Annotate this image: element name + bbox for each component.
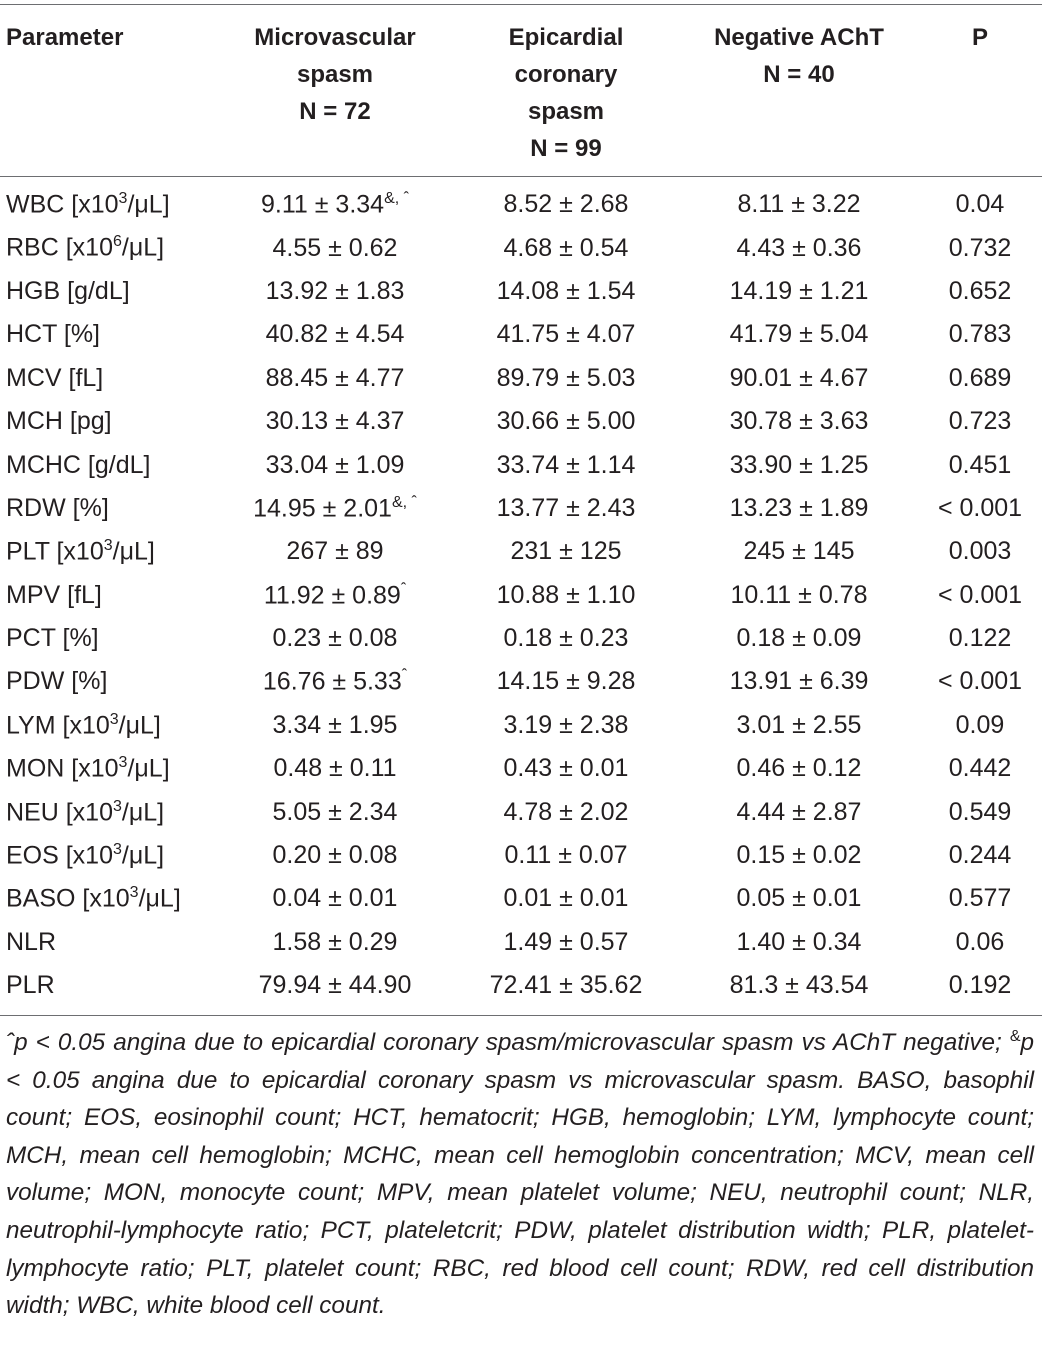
parameter-unit: /μL] (121, 841, 165, 870)
p-value-cell: 0.549 (948, 797, 1012, 826)
microvascular-cell (218, 921, 452, 964)
microvascular-cell (218, 704, 452, 747)
p-value-cell: 0.09 (955, 710, 1005, 739)
table-row (0, 357, 1042, 400)
parameter-name: MCH [pg] (6, 407, 112, 436)
negative-acht-cell: 0.18 ± 0.09 (736, 624, 862, 653)
table-body (0, 177, 1042, 1016)
microvascular-cell (218, 877, 452, 920)
header-epicardial (452, 5, 680, 177)
parameter-name: NLR (6, 927, 57, 956)
microvascular-value: 0.23 ± 0.08 (272, 624, 398, 653)
microvascular-value: 16.76 ± 5.33 (262, 667, 402, 696)
parameter-exponent: 3 (112, 797, 122, 815)
table-row (0, 313, 1042, 356)
parameter-cell (0, 921, 218, 964)
negative-acht-cell: 1.40 ± 0.34 (736, 927, 862, 956)
parameter-name: NEU [x10 (6, 797, 113, 826)
epicardial-cell: 0.11 ± 0.07 (504, 841, 628, 870)
negative-acht-cell: 3.01 ± 2.55 (736, 710, 862, 739)
header-line: N = 72 (299, 98, 371, 125)
negative-acht-cell: 245 ± 145 (743, 537, 855, 566)
parameter-name: PLR (6, 971, 55, 1000)
table-row (0, 270, 1042, 313)
significance-mark: ˆ (401, 667, 408, 685)
negative-acht-cell: 0.46 ± 0.12 (736, 754, 862, 783)
footnote-text-2: p < 0.05 angina due to epicardial coronary spasm vs microvascular spasm. BASO, basophil count; EOS, eosinophil count; HCT, hematocrit; HGB, hemoglobin; LYM, lymphocyte count; MCH, mean cell hemoglobin; MCHC, mean cell hemoglobin concentration; MCV, mean cell volume; MON, monocyte count; MPV, mean platelet volume; NEU, neutrophil count; NLR, neutrophil-lymphocyte ratio; PCT, plateletcrit; PDW, platelet distribution width; PLR, platelet-lymphocyte ratio; PLT, platelet count; RBC, red blood cell count; RDW, red cell distribution width; WBC, white blood cell count. (6, 1029, 1034, 1320)
p-value-cell: 0.689 (948, 363, 1012, 392)
epicardial-cell: 10.88 ± 1.10 (496, 580, 636, 609)
p-value-cell: 0.003 (948, 537, 1012, 566)
p-value-cell: < 0.001 (937, 493, 1023, 522)
parameter-cell (0, 834, 218, 877)
table-row (0, 704, 1042, 747)
table-row (0, 530, 1042, 573)
table-row (0, 660, 1042, 703)
parameter-name: MPV [fL] (6, 580, 102, 609)
significance-mark: &, ˆ (384, 190, 409, 208)
negative-acht-cell: 14.19 ± 1.21 (729, 276, 869, 305)
parameter-cell (0, 747, 218, 790)
p-value-cell: 0.451 (948, 450, 1012, 479)
microvascular-cell (218, 834, 452, 877)
parameter-name: RDW [%] (6, 493, 109, 522)
header-parameter (0, 5, 218, 177)
header-line: Parameter (6, 24, 124, 51)
epicardial-cell: 14.15 ± 9.28 (496, 667, 636, 696)
footnote-ampersand-mark: & (1009, 1028, 1021, 1045)
footnote-text-1: p < 0.05 angina due to epicardial coronary spasm/microvascular spasm vs AChT negative; (14, 1029, 1010, 1057)
microvascular-value: 0.20 ± 0.08 (272, 841, 398, 870)
table-row (0, 177, 1042, 227)
epicardial-cell: 33.74 ± 1.14 (496, 450, 636, 479)
p-value-cell: 0.04 (955, 190, 1005, 219)
negative-acht-cell: 90.01 ± 4.67 (729, 363, 869, 392)
negative-acht-cell: 4.43 ± 0.36 (736, 233, 862, 262)
parameter-exponent: 3 (113, 840, 122, 858)
parameter-cell (0, 226, 218, 269)
microvascular-cell (218, 270, 452, 313)
parameter-exponent: 3 (118, 754, 128, 772)
microvascular-cell (218, 574, 452, 617)
parameter-cell (0, 400, 218, 443)
header-row (0, 5, 1042, 177)
parameter-exponent: 3 (103, 537, 113, 555)
negative-acht-cell: 10.11 ± 0.78 (730, 580, 868, 609)
parameter-name: PDW [%] (6, 667, 108, 696)
epicardial-cell: 4.78 ± 2.02 (503, 797, 629, 826)
p-value-cell: 0.192 (948, 971, 1012, 1000)
footnote-caret-mark: ˆ (6, 1029, 15, 1057)
microvascular-value: 1.58 ± 0.29 (272, 927, 398, 956)
table-row (0, 400, 1042, 443)
parameter-name: WBC [x10 (6, 190, 119, 219)
negative-acht-cell: 0.15 ± 0.02 (736, 841, 862, 870)
microvascular-value: 3.34 ± 1.95 (272, 710, 398, 739)
parameter-name: PLT [x10 (6, 537, 104, 566)
microvascular-cell (218, 443, 452, 486)
parameter-cell (0, 270, 218, 313)
parameter-exponent: 6 (112, 233, 122, 251)
microvascular-cell (218, 313, 452, 356)
parameter-name: BASO [x10 (6, 884, 130, 913)
p-value-cell: 0.244 (948, 841, 1012, 870)
header-line: P (971, 24, 988, 51)
parameter-exponent: 3 (129, 884, 139, 902)
parameter-cell (0, 574, 218, 617)
microvascular-value: 13.92 ± 1.83 (265, 276, 405, 305)
microvascular-value: 79.94 ± 44.90 (258, 971, 412, 1000)
parameter-name: HGB [g/dL] (6, 276, 130, 305)
microvascular-value: 267 ± 89 (286, 537, 384, 566)
header-line: spasm (527, 98, 605, 125)
parameter-cell (0, 704, 218, 747)
parameter-cell (0, 530, 218, 573)
epicardial-cell: 89.79 ± 5.03 (496, 363, 636, 392)
epicardial-cell: 30.66 ± 5.00 (496, 407, 636, 436)
parameter-cell (0, 313, 218, 356)
p-value-cell: 0.577 (948, 884, 1012, 913)
microvascular-value: 14.95 ± 2.01 (253, 494, 392, 523)
table-row (0, 921, 1042, 964)
microvascular-value: 30.13 ± 4.37 (265, 407, 405, 436)
microvascular-value: 5.05 ± 2.34 (272, 797, 398, 826)
parameter-unit: /μL] (121, 797, 165, 826)
microvascular-cell (218, 177, 452, 227)
microvascular-cell (218, 660, 452, 703)
microvascular-value: 0.04 ± 0.01 (272, 884, 398, 913)
parameter-name: MCV [fL] (6, 363, 104, 392)
epicardial-cell: 72.41 ± 35.62 (489, 971, 643, 1000)
microvascular-value: 0.48 ± 0.11 (273, 754, 397, 783)
p-value-cell: 0.06 (955, 927, 1005, 956)
microvascular-value: 9.11 ± 3.34 (261, 190, 385, 219)
parameter-unit: /μL] (127, 754, 170, 783)
parameter-cell (0, 443, 218, 486)
table-row (0, 747, 1042, 790)
table-row (0, 574, 1042, 617)
parameter-cell (0, 357, 218, 400)
parameter-exponent: 3 (109, 710, 119, 728)
header-line: N = 40 (763, 61, 835, 88)
table-row (0, 877, 1042, 920)
epicardial-cell: 13.77 ± 2.43 (496, 493, 636, 522)
epicardial-cell: 0.43 ± 0.01 (503, 754, 629, 783)
epicardial-cell: 41.75 ± 4.07 (496, 320, 636, 349)
negative-acht-cell: 30.78 ± 3.63 (729, 407, 869, 436)
header-line: coronary (514, 61, 618, 88)
p-value-cell: 0.442 (948, 754, 1012, 783)
parameter-name: MCHC [g/dL] (6, 450, 151, 479)
epicardial-cell: 0.18 ± 0.23 (503, 624, 629, 653)
header-line: Microvascular (254, 24, 416, 51)
negative-acht-cell: 33.90 ± 1.25 (729, 450, 869, 479)
header-line: Negative AChT (714, 24, 884, 51)
table-row (0, 443, 1042, 486)
negative-acht-cell: 41.79 ± 5.04 (729, 320, 869, 349)
epicardial-cell: 1.49 ± 0.57 (503, 927, 629, 956)
parameter-name: HCT [%] (6, 320, 100, 349)
microvascular-value: 88.45 ± 4.77 (265, 363, 405, 392)
negative-acht-cell: 81.3 ± 43.54 (729, 971, 869, 1000)
microvascular-value: 40.82 ± 4.54 (265, 320, 405, 349)
microvascular-cell (218, 617, 452, 660)
parameter-cell (0, 487, 218, 530)
microvascular-cell (218, 400, 452, 443)
parameter-cell (0, 877, 218, 920)
microvascular-cell (218, 357, 452, 400)
parameter-name: EOS [x10 (6, 841, 113, 870)
p-value-cell: 0.723 (948, 407, 1012, 436)
epicardial-cell: 3.19 ± 2.38 (503, 710, 629, 739)
p-value-cell: < 0.001 (937, 667, 1023, 696)
table-header (0, 5, 1042, 177)
parameter-cell (0, 660, 218, 703)
table-row (0, 617, 1042, 660)
negative-acht-cell: 8.11 ± 3.22 (737, 190, 861, 219)
header-microvascular (218, 5, 452, 177)
header-negative-acht (680, 5, 918, 177)
parameter-exponent: 3 (118, 190, 128, 208)
header-line: spasm (296, 61, 374, 88)
parameter-unit: /μL] (121, 233, 165, 262)
parameter-cell (0, 617, 218, 660)
epicardial-cell: 8.52 ± 2.68 (503, 190, 629, 219)
parameter-cell (0, 177, 218, 227)
negative-acht-cell: 13.23 ± 1.89 (729, 493, 869, 522)
microvascular-value: 4.55 ± 0.62 (272, 233, 398, 262)
table-row (0, 226, 1042, 269)
parameter-cell (0, 790, 218, 833)
p-value-cell: 0.652 (948, 276, 1012, 305)
parameter-unit: /μL] (138, 884, 181, 913)
p-value-cell: 0.732 (948, 233, 1012, 262)
significance-mark: &, ˆ (391, 493, 417, 511)
parameter-unit: /μL] (112, 537, 155, 566)
table-row (0, 790, 1042, 833)
microvascular-value: 11.92 ± 0.89 (263, 580, 401, 609)
table-row (0, 487, 1042, 530)
microvascular-cell (218, 964, 452, 1016)
epicardial-cell: 14.08 ± 1.54 (496, 276, 636, 305)
parameter-unit: /μL] (118, 711, 161, 740)
p-value-cell: 0.783 (948, 320, 1012, 349)
table-footnote (6, 1018, 1034, 1325)
significance-mark: ˆ (400, 580, 407, 598)
negative-acht-cell: 4.44 ± 2.87 (736, 797, 862, 826)
parameter-name: LYM [x10 (6, 711, 110, 740)
parameter-name: MON [x10 (6, 754, 119, 783)
header-p-value (918, 5, 1042, 177)
epicardial-cell: 231 ± 125 (510, 537, 622, 566)
microvascular-value: 33.04 ± 1.09 (265, 450, 405, 479)
parameter-name: PCT [%] (6, 624, 99, 653)
table-row (0, 834, 1042, 877)
parameter-unit: /μL] (127, 190, 170, 219)
microvascular-cell (218, 747, 452, 790)
epicardial-cell: 0.01 ± 0.01 (503, 884, 629, 913)
microvascular-cell (218, 530, 452, 573)
p-value-cell: 0.122 (948, 624, 1012, 653)
blood-parameters-table (0, 4, 1042, 1016)
parameter-name: RBC [x10 (6, 233, 113, 262)
table-row (0, 964, 1042, 1016)
microvascular-cell (218, 790, 452, 833)
parameter-cell (0, 964, 218, 1016)
microvascular-cell (218, 487, 452, 530)
header-line: Epicardial (508, 24, 624, 51)
p-value-cell: < 0.001 (937, 580, 1023, 609)
negative-acht-cell: 13.91 ± 6.39 (729, 667, 869, 696)
negative-acht-cell: 0.05 ± 0.01 (736, 884, 862, 913)
epicardial-cell: 4.68 ± 0.54 (503, 233, 629, 262)
microvascular-cell (218, 226, 452, 269)
header-line: N = 99 (530, 135, 602, 162)
